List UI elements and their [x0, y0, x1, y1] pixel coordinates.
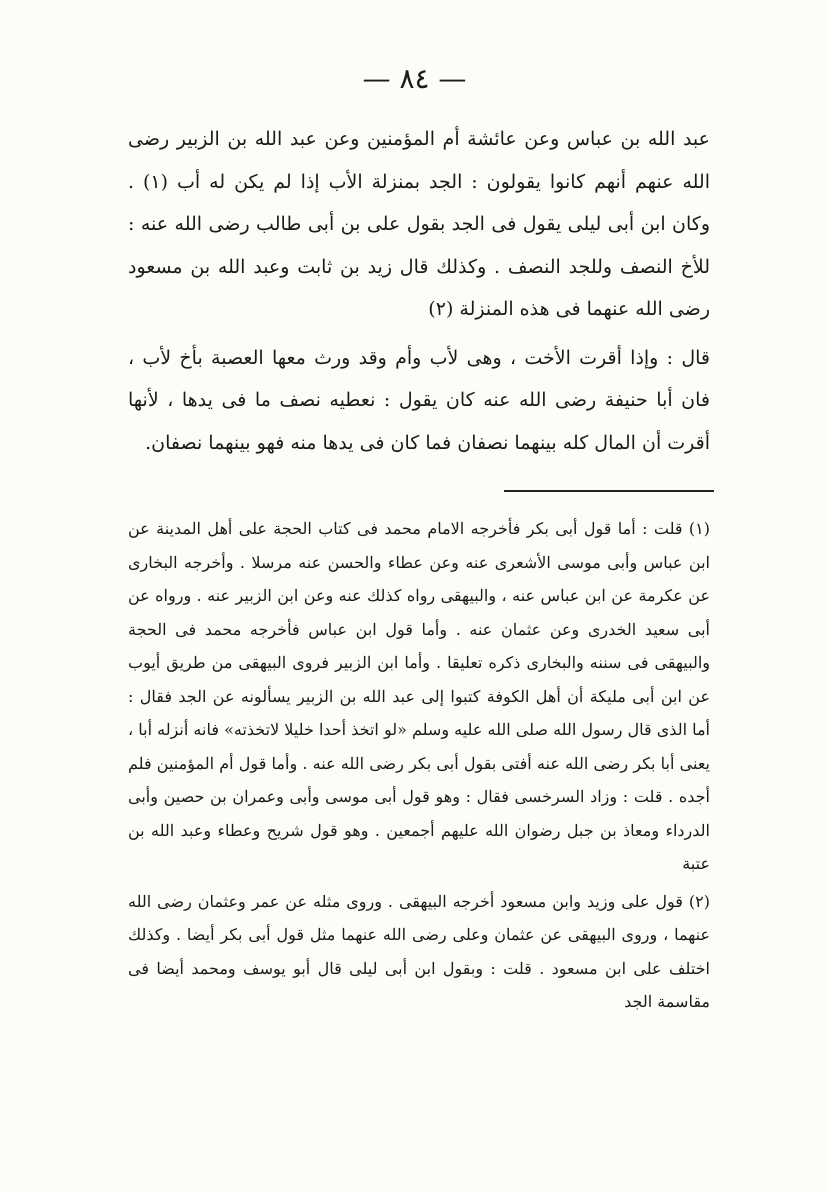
page-number: — ٨٤ — [362, 62, 467, 95]
footnote-separator [504, 490, 714, 492]
footnotes [128, 512, 710, 1019]
main-paragraph-2: قال : وإذا أقرت الأخت ، وهى لأب وأم وقد ورث معها العصبة بأخ لأب ، فان أبا حنيفة رضى الله عنه كان يقول : نعطيه نصف ما فى يدها ، لأنها أقرت أن المال كله بينهما نصفان فما كان فى يدها منه فهو بينهما نصفان. [128, 346, 710, 454]
footnote-2: (٢) قول على وزيد وابن مسعود أخرجه البيهقى . وروى مثله عن عمر وعثمان رضى الله عنهما ، وروى البيهقى عن عثمان وعلى رضى الله عنهما مثل قول أبى بكر أيضا . وكذلك اختلف على ابن مسعود . قلت : وبقول ابن أبى ليلى قال أبو يوسف ومحمد أيضا فى مقاسمة الجد [128, 891, 710, 1011]
footnote-1: (١) قلت : أما قول أبى بكر فأخرجه الامام محمد فى كتاب الحجة على أهل المدينة عن ابن عباس وأبى موسى الأشعرى عنه وعن عطاء والحسن عنه مرسلا . وأخرجه البخارى عن عكرمة عن ابن عباس عنه ، والبيهقى رواه كذلك عنه وعن ابن الزبير عنه . ورواه عن أبى سعيد الخدرى وعن عثمان عنه . وأما قول ابن عباس فأخرجه محمد فى الحجة والبيهقى فى سننه والبخارى ذكره تعليقا . وأما ابن الزبير فروى البيهقى من طريق أيوب عن ابن أبى مليكة أن أهل الكوفة كتبوا إلى عبد الله بن الزبير يسألونه عن الجد فقال : أما الذى قال رسول الله صلى الله عليه وسلم «لو اتخذ أحدا خليلا لاتخذته» فانه أنزله أبا ، يعنى أبا بكر رضى الله عنه أفتى بقول أبى بكر رضى الله عنه . وأما قول أم المؤمنين فلم أجده . قلت : وزاد السرخسى فقال : وهو قول أبى موسى وأبى وعمران بن حصين وأبى الدرداء ومعاذ بن جبل رضوان الله عليهم أجمعين . وهو قول شريح وعطاء وعبد الله بن عتبة [128, 519, 711, 873]
main-paragraph-1: عبد الله بن عباس وعن عائشة أم المؤمنين وعن عبد الله بن الزبير رضى الله عنهم أنهم كانوا يقولون : الجد بمنزلة الأب إذا لم يكن له أب (١) . وكان ابن أبى ليلى يقول فى الجد بقول على بن أبى طالب رضى الله عنه : للأخ النصف وللجد النصف . وكذلك قال زيد بن ثابت وعبد الله بن مسعود رضى الله عنهما فى هذه المنزلة (٢) [128, 128, 710, 320]
main-text [128, 118, 710, 464]
